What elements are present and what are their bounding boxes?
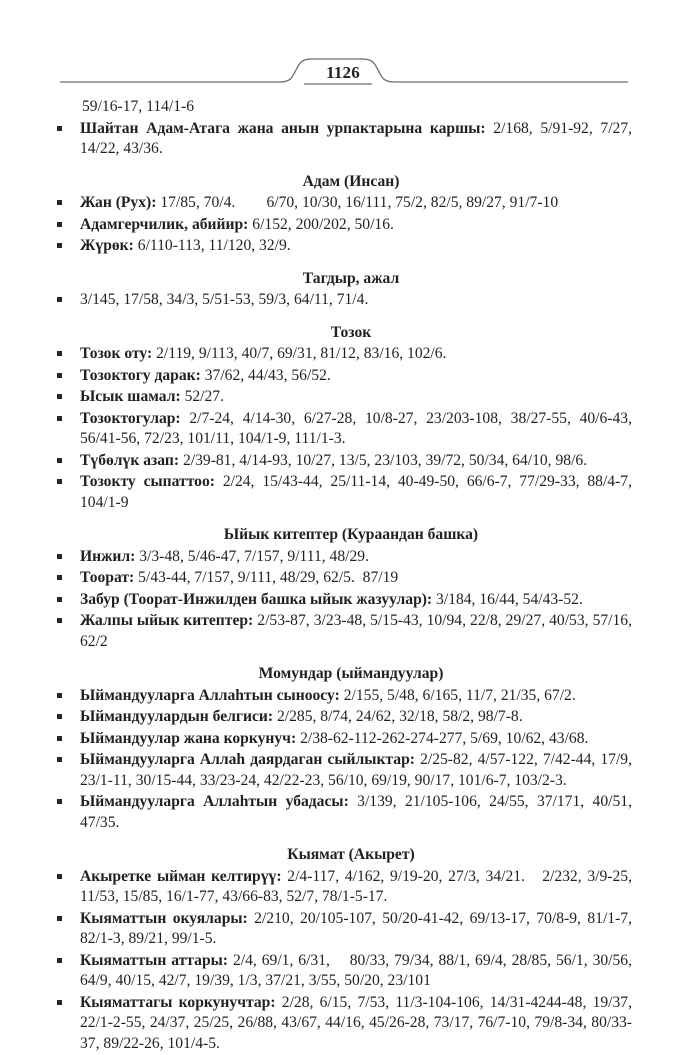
item-refs: 2/4-117, 4/162, 9/19-20, 27/3, 34/21. 2/232, 3/9-25, 11/53, 15/85, 16/1-77, 43/66-83, 52/7, 78/1-5-17. [80, 867, 636, 905]
list-item [80, 472, 636, 513]
bullet-icon [57, 757, 62, 762]
bullet-icon [57, 351, 62, 356]
list-item [80, 750, 636, 791]
item-label: Кыяматтын окуялары: [80, 909, 248, 927]
list-item [80, 236, 632, 257]
item-label: Ыймандууларга Аллаһтын сыноосу: [80, 686, 340, 704]
list-item [80, 547, 632, 568]
list-item [80, 290, 632, 311]
section-list [80, 547, 636, 653]
item-label: Тозок оту: [80, 345, 153, 362]
bullet-icon [57, 373, 62, 378]
bullet-icon [57, 714, 62, 719]
list-item [80, 951, 636, 992]
bullet-icon [57, 874, 62, 879]
list-item [80, 909, 636, 950]
section-list [80, 290, 632, 311]
list-item [80, 867, 636, 908]
page-number: 1126 [326, 63, 360, 82]
bullet-icon [57, 916, 62, 921]
item-label: Жалпы ыйык китептер: [80, 612, 254, 629]
list-item [80, 344, 632, 365]
item-label: Ыймандууларга Аллаһ даярдаган сыйлыктар: [80, 751, 415, 768]
item-label: Забур (Тоорат-Инжилден башка ыйык жазуулар): [80, 590, 433, 608]
section-title: Ыйык китептер (Кураандан башка) [223, 526, 479, 543]
item-refs: 3/139, 21/105-106, 24/55, 37/171, 40/51, 47/35. [80, 793, 636, 831]
sections [80, 172, 636, 1055]
bullet-icon [57, 618, 62, 623]
bullet-icon [57, 799, 62, 804]
list-item [80, 409, 636, 450]
list-item [80, 993, 636, 1055]
item-label: Акыретке ыйман келтирүү: [80, 867, 282, 885]
section-title: Момундар (ыймандуулар) [258, 665, 444, 682]
bullet-icon [57, 200, 62, 205]
item-refs: 3/184, 16/44, 54/43-52. [436, 590, 583, 608]
item-refs: 2/39-81, 4/14-93, 10/27, 13/5, 23/103, 39/72, 50/34, 64/10, 98/6. [182, 451, 588, 469]
item-label: Ысык шамал: [80, 388, 181, 405]
item-refs: 2/24, 15/43-44, 25/11-14, 40-49-50, 66/6-7, 77/29-33, 88/4-7, 104/1-9 [80, 473, 636, 511]
section-title: Тагдыр, ажал [302, 269, 400, 287]
item-label: Түбөлүк азап: [80, 451, 180, 469]
list-item [80, 119, 636, 160]
item-refs: 5/43-44, 7/157, 9/111, 48/29, 62/5. 87/19 [138, 569, 399, 586]
section-list [80, 344, 636, 513]
item-refs: 17/85, 70/4. 6/70, 10/30, 16/111, 75/2, 82/5, 89/27, 91/7-10 [160, 194, 559, 211]
section-title: Тозок [330, 323, 372, 341]
item-label: Тоорат: [80, 569, 135, 586]
item-refs: 52/27. [184, 388, 224, 405]
section-title: Адам (Инсан) [302, 172, 400, 190]
item-refs: 2/155, 5/48, 6/165, 11/7, 21/35, 67/2. [343, 686, 576, 704]
item-refs: 3/145, 17/58, 34/3, 5/51-53, 59/3, 64/11, 71/4. [80, 291, 369, 308]
bullet-icon [57, 126, 62, 131]
list-item [80, 451, 632, 472]
item-refs: 2/38-62-112-262-274-277, 5/69, 10/62, 43/68. [300, 729, 589, 747]
item-refs: 2/168, 5/91-92, 7/27, 14/22, 43/36. [80, 119, 636, 157]
item-label: Тозоктогу дарак: [80, 366, 201, 384]
item-label: Жүрөк: [80, 237, 134, 254]
section-list [80, 193, 632, 257]
bullet-icon [57, 575, 62, 580]
list-item [80, 707, 632, 728]
list-item [80, 792, 636, 833]
bullet-icon [57, 1000, 62, 1005]
bullet-icon [57, 597, 62, 602]
bullet-icon [57, 297, 62, 302]
item-refs: 6/152, 200/202, 50/16. [252, 215, 394, 233]
section-title: Кыямат (Акырет) [287, 846, 415, 863]
item-label: Ыймандууларга Аллаһтын убадасы: [80, 793, 349, 810]
list-item [80, 686, 632, 707]
item-label: Шайтан Адам-Атага жана анын урпактарына каршы: [80, 119, 486, 137]
item-refs: 2/53-87, 3/23-48, 5/15-43, 10/94, 22/8, 29/27, 40/53, 57/16, 62/2 [80, 612, 636, 650]
item-label: Инжил: [80, 547, 136, 565]
page-header [58, 52, 628, 92]
section-list [80, 867, 636, 1055]
continued-refs: 59/16-17, 114/1-6 [82, 98, 195, 115]
bullet-icon [57, 394, 62, 399]
list-item [80, 590, 632, 611]
list-item [80, 193, 632, 214]
index-content [80, 97, 636, 1055]
intro-list [80, 119, 636, 160]
list-item [80, 568, 632, 589]
item-label: Жан (Рух): [80, 194, 157, 211]
item-refs: 2/4, 69/1, 6/31, 80/33, 79/34, 88/1, 69/4, 28/85, 56/1, 30/56, 64/9, 40/15, 42/7, 19/39, 1/3, 37/21, 3/55, 50/20, 23/101 [80, 951, 636, 989]
item-refs: 2/7-24, 4/14-30, 6/27-28, 10/8-27, 23/203-108, 38/27-55, 40/6-43, 56/41-56, 72/23, 101/11, 104/1-9, 111/1-3. [80, 409, 636, 447]
item-refs: 6/110-113, 11/120, 32/9. [137, 237, 291, 254]
section-list [80, 686, 636, 834]
list-item [80, 366, 632, 387]
item-label: Ыймандуулардын белгиси: [80, 708, 274, 725]
bullet-icon [57, 479, 62, 484]
item-refs: 2/210, 20/105-107, 50/20-41-42, 69/13-17, 70/8-9, 81/1-7, 82/1-3, 89/21, 99/1-5. [80, 909, 636, 947]
list-item [80, 729, 632, 750]
bullet-icon [57, 736, 62, 741]
list-item [80, 611, 636, 652]
bullet-icon [57, 693, 62, 698]
item-refs: 2/119, 9/113, 40/7, 69/31, 81/12, 83/16, 102/6. [156, 345, 447, 362]
item-refs: 3/3-48, 5/46-47, 7/157, 9/111, 48/29. [139, 547, 369, 565]
list-item [80, 215, 632, 236]
item-label: Тозоктогулар: [80, 409, 181, 427]
item-refs: 2/28, 6/15, 7/53, 11/3-104-106, 14/31-4244-48, 19/37, 22/1-2-55, 24/37, 25/25, 26/88, 43/67, 44/16, 45/26-28, 73/17, 76/7-10, 79/8-34, 80/33-37, 89/22-26, 101/4-5. [80, 993, 636, 1052]
item-label: Ыймандуулар жана коркунуч: [80, 729, 297, 747]
bullet-icon [57, 554, 62, 559]
item-label: Кыяматтагы коркунучтар: [80, 993, 276, 1011]
list-item [80, 387, 632, 408]
item-label: Тозокту сыпаттоо: [80, 473, 215, 490]
item-refs: 37/62, 44/43, 56/52. [204, 366, 331, 384]
bullet-icon [57, 958, 62, 963]
item-label: Кыяматтын аттары: [80, 951, 228, 969]
item-refs: 2/285, 8/74, 24/62, 32/18, 58/2, 98/7-8. [276, 708, 523, 725]
item-label: Адамгерчилик, абийир: [80, 215, 249, 233]
bullet-icon [57, 222, 62, 227]
bullet-icon [57, 416, 62, 421]
item-refs: 2/25-82, 4/57-122, 7/42-44, 17/9, 23/1-11, 30/15-44, 33/23-24, 42/22-23, 56/10, 69/19, 90/17, 101/6-7, 103/2-3. [80, 751, 636, 789]
bullet-icon [57, 458, 62, 463]
bullet-icon [57, 243, 62, 248]
